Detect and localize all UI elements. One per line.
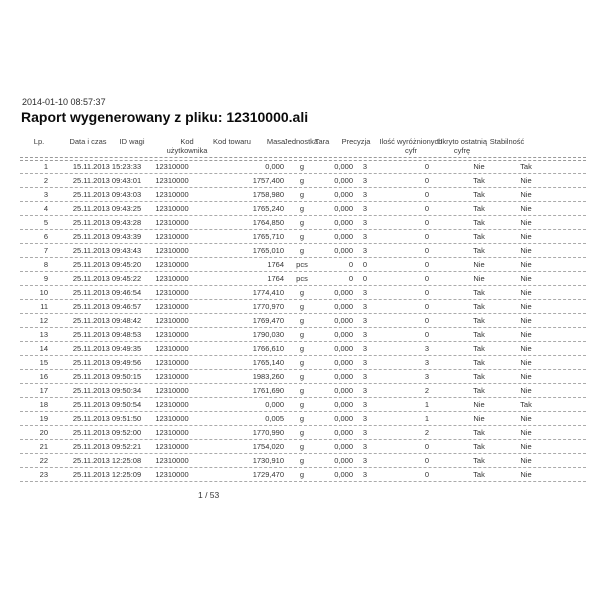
table-row (0, 426, 600, 440)
cell-hide-last: Tak (473, 442, 485, 451)
cell-datetime: 25.11.2013 09:49:56 (72, 358, 142, 367)
cell-stability: Nie (520, 302, 532, 311)
cell-precision: 3 (362, 162, 368, 171)
cell-tare: 0,000 (334, 176, 353, 185)
cell-digits: 0 (424, 330, 430, 339)
cell-precision: 3 (362, 204, 368, 213)
cell-unit: g (299, 358, 305, 367)
cell-mass: 0,000 (265, 400, 284, 409)
cell-mass: 1774,410 (252, 288, 284, 297)
cell-precision: 3 (362, 400, 368, 409)
cell-stability: Nie (520, 246, 532, 255)
cell-lp: 23 (39, 470, 48, 479)
cell-mass: 1769,470 (252, 316, 284, 325)
cell-digits: 3 (424, 344, 430, 353)
cell-mass: 1765,010 (252, 246, 284, 255)
cell-lp: 21 (39, 442, 48, 451)
cell-scale-id: 12310000 (155, 218, 189, 227)
cell-scale-id: 12310000 (155, 288, 189, 297)
cell-lp: 14 (39, 344, 48, 353)
cell-stability: Nie (520, 414, 532, 423)
cell-unit: g (299, 442, 305, 451)
cell-lp: 13 (39, 330, 48, 339)
cell-scale-id: 12310000 (155, 302, 189, 311)
cell-precision: 0 (362, 274, 368, 283)
cell-mass: 1729,470 (252, 470, 284, 479)
cell-hide-last: Nie (473, 162, 485, 171)
cell-unit: g (299, 162, 305, 171)
cell-lp: 9 (43, 274, 48, 283)
cell-tare: 0,000 (334, 288, 353, 297)
cell-datetime: 25.11.2013 09:52:21 (72, 442, 142, 451)
cell-datetime: 25.11.2013 09:48:42 (72, 316, 142, 325)
cell-unit: g (299, 428, 305, 437)
cell-hide-last: Tak (473, 316, 485, 325)
cell-datetime: 25.11.2013 09:50:54 (72, 400, 142, 409)
cell-stability: Nie (520, 288, 532, 297)
cell-tare: 0,000 (334, 232, 353, 241)
cell-lp: 7 (43, 246, 48, 255)
cell-hide-last: Tak (473, 456, 485, 465)
cell-hide-last: Tak (473, 204, 485, 213)
cell-unit: g (299, 470, 305, 479)
cell-tare: 0,000 (334, 442, 353, 451)
cell-hide-last: Nie (473, 414, 485, 423)
cell-tare: 0,000 (334, 302, 353, 311)
cell-lp: 12 (39, 316, 48, 325)
cell-datetime: 25.11.2013 09:46:57 (72, 302, 142, 311)
cell-tare: 0,000 (334, 316, 353, 325)
cell-datetime: 25.11.2013 09:49:35 (72, 344, 142, 353)
cell-mass: 0,000 (265, 162, 284, 171)
cell-digits: 0 (424, 470, 430, 479)
cell-tare: 0,000 (334, 246, 353, 255)
cell-precision: 3 (362, 246, 368, 255)
table-row (0, 356, 600, 370)
cell-lp: 15 (39, 358, 48, 367)
table-row (0, 286, 600, 300)
cell-scale-id: 12310000 (155, 260, 189, 269)
cell-stability: Nie (520, 176, 532, 185)
cell-digits: 0 (424, 456, 430, 465)
cell-lp: 22 (39, 456, 48, 465)
cell-datetime: 25.11.2013 09:45:22 (72, 274, 142, 283)
cell-unit: g (299, 190, 305, 199)
cell-hide-last: Tak (473, 386, 485, 395)
cell-digits: 0 (424, 274, 430, 283)
cell-scale-id: 12310000 (155, 386, 189, 395)
cell-scale-id: 12310000 (155, 400, 189, 409)
table-row (0, 384, 600, 398)
cell-digits: 1 (424, 414, 430, 423)
cell-digits: 0 (424, 246, 430, 255)
cell-lp: 17 (39, 386, 48, 395)
cell-tare: 0,000 (334, 344, 353, 353)
generation-timestamp: 2014-01-10 08:57:37 (22, 97, 106, 107)
cell-scale-id: 12310000 (155, 330, 189, 339)
cell-precision: 3 (362, 176, 368, 185)
cell-digits: 0 (424, 260, 430, 269)
cell-tare: 0,000 (334, 162, 353, 171)
cell-scale-id: 12310000 (155, 358, 189, 367)
cell-tare: 0 (348, 274, 353, 283)
cell-lp: 20 (39, 428, 48, 437)
cell-precision: 3 (362, 414, 368, 423)
cell-mass: 1764,850 (252, 218, 284, 227)
cell-hide-last: Tak (473, 246, 485, 255)
cell-unit: g (299, 246, 305, 255)
cell-hide-last: Tak (473, 428, 485, 437)
cell-digits: 0 (424, 176, 430, 185)
cell-datetime: 25.11.2013 09:43:25 (72, 204, 142, 213)
cell-hide-last: Tak (473, 190, 485, 199)
cell-datetime: 25.11.2013 12:25:09 (72, 470, 142, 479)
cell-mass: 1757,400 (252, 176, 284, 185)
column-header-user-code: Kod użytkownika (166, 137, 208, 155)
table-row (0, 440, 600, 454)
table-row (0, 230, 600, 244)
cell-datetime: 25.11.2013 09:43:03 (72, 190, 142, 199)
cell-digits: 0 (424, 316, 430, 325)
table-row (0, 398, 600, 412)
table-row (0, 468, 600, 482)
table-body (0, 160, 600, 482)
cell-digits: 0 (424, 218, 430, 227)
cell-digits: 0 (424, 302, 430, 311)
cell-mass: 1790,030 (252, 330, 284, 339)
cell-hide-last: Tak (473, 218, 485, 227)
cell-stability: Nie (520, 204, 532, 213)
cell-hide-last: Tak (473, 176, 485, 185)
cell-unit: g (299, 316, 305, 325)
cell-stability: Nie (520, 428, 532, 437)
table-row (0, 300, 600, 314)
cell-unit: g (299, 456, 305, 465)
cell-mass: 1764 (267, 274, 284, 283)
cell-stability: Nie (520, 190, 532, 199)
column-header-scale-id: ID wagi (119, 137, 145, 146)
cell-precision: 3 (362, 442, 368, 451)
column-header-unit: Jednostka (283, 137, 319, 146)
cell-precision: 3 (362, 344, 368, 353)
cell-lp: 19 (39, 414, 48, 423)
cell-hide-last: Tak (473, 288, 485, 297)
cell-precision: 3 (362, 372, 368, 381)
cell-scale-id: 12310000 (155, 442, 189, 451)
cell-precision: 3 (362, 302, 368, 311)
cell-stability: Nie (520, 316, 532, 325)
cell-digits: 0 (424, 162, 430, 171)
cell-scale-id: 12310000 (155, 344, 189, 353)
cell-precision: 3 (362, 330, 368, 339)
cell-hide-last: Tak (473, 232, 485, 241)
cell-mass: 1754,020 (252, 442, 284, 451)
table-row (0, 244, 600, 258)
cell-stability: Nie (520, 358, 532, 367)
cell-tare: 0,000 (334, 204, 353, 213)
cell-datetime: 25.11.2013 09:43:28 (72, 218, 142, 227)
column-header-precision: Precyzja (341, 137, 371, 146)
cell-lp: 6 (43, 232, 48, 241)
cell-datetime: 15.11.2013 15:23:33 (72, 162, 142, 171)
cell-scale-id: 12310000 (155, 274, 189, 283)
column-header-lp: Lp. (33, 137, 45, 146)
cell-mass: 1730,910 (252, 456, 284, 465)
cell-scale-id: 12310000 (155, 372, 189, 381)
cell-stability: Nie (520, 442, 532, 451)
cell-lp: 10 (39, 288, 48, 297)
cell-precision: 3 (362, 316, 368, 325)
cell-unit: g (299, 386, 305, 395)
cell-tare: 0,000 (334, 456, 353, 465)
column-header-mass: Masa (266, 137, 286, 146)
cell-datetime: 25.11.2013 09:46:54 (72, 288, 142, 297)
column-header-tare: Tara (314, 137, 330, 146)
cell-mass: 1770,990 (252, 428, 284, 437)
cell-stability: Nie (520, 456, 532, 465)
cell-digits: 0 (424, 204, 430, 213)
cell-stability: Nie (520, 218, 532, 227)
cell-unit: g (299, 414, 305, 423)
cell-scale-id: 12310000 (155, 204, 189, 213)
column-header-stability: Stabilność (489, 137, 525, 146)
cell-stability: Tak (520, 162, 532, 171)
cell-mass: 1766,610 (252, 344, 284, 353)
cell-stability: Nie (520, 344, 532, 353)
cell-datetime: 25.11.2013 09:48:53 (72, 330, 142, 339)
cell-precision: 3 (362, 288, 368, 297)
cell-mass: 1765,710 (252, 232, 284, 241)
cell-tare: 0,000 (334, 330, 353, 339)
cell-unit: pcs (296, 260, 308, 269)
cell-digits: 0 (424, 442, 430, 451)
cell-precision: 3 (362, 428, 368, 437)
cell-lp: 1 (43, 162, 48, 171)
cell-digits: 2 (424, 386, 430, 395)
cell-stability: Nie (520, 232, 532, 241)
page-title: Raport wygenerowany z pliku: 12310000.ali (21, 109, 309, 125)
cell-unit: g (299, 288, 305, 297)
cell-lp: 4 (43, 204, 48, 213)
cell-unit: g (299, 232, 305, 241)
table-row (0, 454, 600, 468)
table-row (0, 188, 600, 202)
cell-hide-last: Tak (473, 302, 485, 311)
table-row (0, 370, 600, 384)
table-row (0, 174, 600, 188)
cell-unit: g (299, 176, 305, 185)
cell-tare: 0,000 (334, 414, 353, 423)
cell-lp: 3 (43, 190, 48, 199)
cell-hide-last: Tak (473, 358, 485, 367)
cell-hide-last: Nie (473, 274, 485, 283)
cell-digits: 1 (424, 400, 430, 409)
cell-stability: Nie (520, 386, 532, 395)
cell-precision: 3 (362, 190, 368, 199)
column-header-digits: Ilość wyróżnionych cyfr (379, 137, 443, 155)
cell-mass: 1758,980 (252, 190, 284, 199)
cell-datetime: 25.11.2013 09:52:00 (72, 428, 142, 437)
cell-mass: 1983,260 (252, 372, 284, 381)
cell-tare: 0,000 (334, 386, 353, 395)
cell-digits: 3 (424, 358, 430, 367)
cell-unit: g (299, 218, 305, 227)
cell-precision: 3 (362, 218, 368, 227)
table-row (0, 314, 600, 328)
cell-datetime: 25.11.2013 09:43:01 (72, 176, 142, 185)
cell-lp: 2 (43, 176, 48, 185)
cell-unit: pcs (296, 274, 308, 283)
cell-lp: 18 (39, 400, 48, 409)
table-row (0, 258, 600, 272)
cell-unit: g (299, 372, 305, 381)
cell-hide-last: Tak (473, 372, 485, 381)
cell-scale-id: 12310000 (155, 414, 189, 423)
cell-datetime: 25.11.2013 09:43:43 (72, 246, 142, 255)
cell-tare: 0 (348, 260, 353, 269)
column-header-datetime: Data i czas (69, 137, 107, 146)
page-number: 1 / 53 (198, 490, 220, 500)
cell-stability: Nie (520, 274, 532, 283)
cell-lp: 16 (39, 372, 48, 381)
cell-precision: 0 (362, 260, 368, 269)
cell-tare: 0,000 (334, 190, 353, 199)
cell-tare: 0,000 (334, 372, 353, 381)
cell-mass: 1765,140 (252, 358, 284, 367)
table-row (0, 328, 600, 342)
cell-mass: 1761,690 (252, 386, 284, 395)
cell-digits: 0 (424, 288, 430, 297)
cell-scale-id: 12310000 (155, 456, 189, 465)
table-row (0, 342, 600, 356)
cell-scale-id: 12310000 (155, 232, 189, 241)
cell-tare: 0,000 (334, 218, 353, 227)
cell-stability: Tak (520, 400, 532, 409)
cell-stability: Nie (520, 260, 532, 269)
cell-unit: g (299, 400, 305, 409)
cell-hide-last: Tak (473, 470, 485, 479)
cell-digits: 0 (424, 190, 430, 199)
column-header-hide-last: Ukryto ostatnią cyfrę (436, 137, 488, 155)
table-row (0, 272, 600, 286)
cell-datetime: 25.11.2013 09:43:39 (72, 232, 142, 241)
cell-precision: 3 (362, 232, 368, 241)
cell-mass: 1770,970 (252, 302, 284, 311)
cell-stability: Nie (520, 330, 532, 339)
cell-hide-last: Nie (473, 400, 485, 409)
cell-scale-id: 12310000 (155, 162, 189, 171)
cell-digits: 0 (424, 232, 430, 241)
cell-lp: 5 (43, 218, 48, 227)
cell-scale-id: 12310000 (155, 470, 189, 479)
cell-digits: 2 (424, 428, 430, 437)
cell-datetime: 25.11.2013 09:51:50 (72, 414, 142, 423)
cell-mass: 1765,240 (252, 204, 284, 213)
cell-datetime: 25.11.2013 12:25:08 (72, 456, 142, 465)
cell-unit: g (299, 204, 305, 213)
cell-tare: 0,000 (334, 358, 353, 367)
table-row (0, 216, 600, 230)
cell-scale-id: 12310000 (155, 428, 189, 437)
cell-mass: 0,005 (265, 414, 284, 423)
cell-stability: Nie (520, 372, 532, 381)
cell-unit: g (299, 330, 305, 339)
cell-precision: 3 (362, 386, 368, 395)
cell-digits: 3 (424, 372, 430, 381)
cell-scale-id: 12310000 (155, 190, 189, 199)
cell-tare: 0,000 (334, 470, 353, 479)
cell-lp: 8 (43, 260, 48, 269)
cell-datetime: 25.11.2013 09:45:20 (72, 260, 142, 269)
cell-tare: 0,000 (334, 400, 353, 409)
cell-precision: 3 (362, 358, 368, 367)
cell-stability: Nie (520, 470, 532, 479)
cell-precision: 3 (362, 456, 368, 465)
cell-precision: 3 (362, 470, 368, 479)
cell-unit: g (299, 344, 305, 353)
cell-datetime: 25.11.2013 09:50:15 (72, 372, 142, 381)
cell-scale-id: 12310000 (155, 176, 189, 185)
cell-scale-id: 12310000 (155, 316, 189, 325)
cell-datetime: 25.11.2013 09:50:34 (72, 386, 142, 395)
cell-hide-last: Nie (473, 260, 485, 269)
table-row (0, 202, 600, 216)
table-row (0, 412, 600, 426)
cell-hide-last: Tak (473, 344, 485, 353)
table-row (0, 160, 600, 174)
column-header-product-code: Kod towaru (213, 137, 251, 146)
cell-unit: g (299, 302, 305, 311)
table-header-row (0, 138, 600, 157)
cell-hide-last: Tak (473, 330, 485, 339)
cell-mass: 1764 (267, 260, 284, 269)
cell-lp: 11 (40, 302, 48, 311)
cell-scale-id: 12310000 (155, 246, 189, 255)
cell-tare: 0,000 (334, 428, 353, 437)
